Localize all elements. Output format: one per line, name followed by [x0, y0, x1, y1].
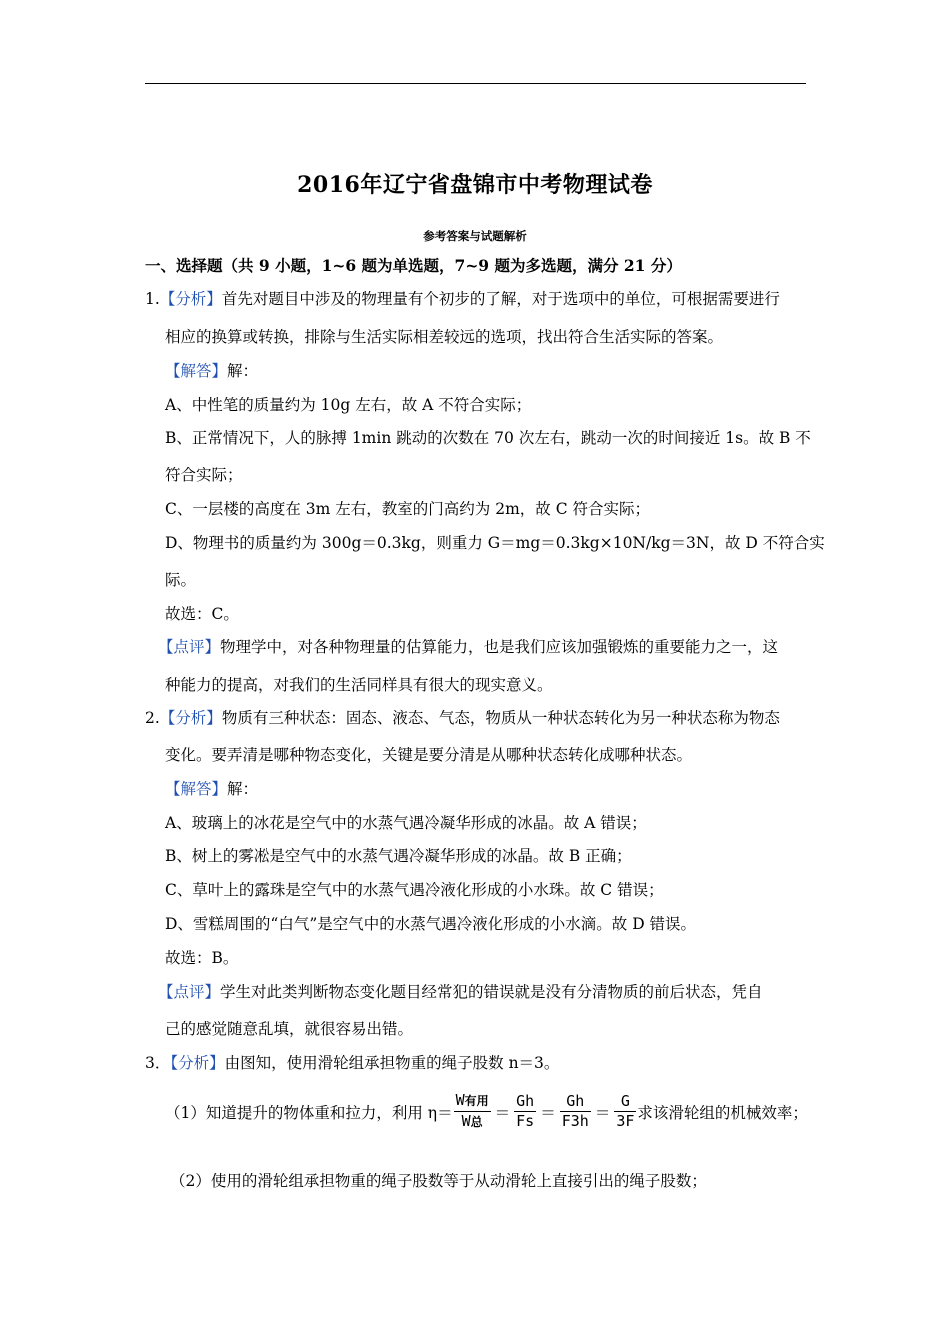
- f1-top-sub: 有用: [464, 1094, 489, 1108]
- q2-option-d: D、雪糕周围的“白气”是空气中的水蒸气遇冷液化形成的小水滴。故 D 错误。: [165, 915, 697, 933]
- efficiency-fraction-2: [514, 1093, 536, 1130]
- q2-option-c: C、草叶上的露珠是空气中的水蒸气遇冷液化形成的小水珠。故 C 错误；: [165, 881, 664, 899]
- q3-item1-suffix: 求该滑轮组的机械效率；: [637, 1103, 808, 1122]
- q1-comment-line1: [158, 637, 778, 657]
- q3-analysis-text1: 由图知，使用滑轮组承担物重的绳子股数 n＝3。: [224, 1054, 560, 1072]
- q1-analysis-line1: [145, 289, 780, 309]
- q2-comment-line1: [158, 982, 763, 1002]
- equals-1: ＝: [494, 1103, 511, 1122]
- q3-item2: （2）使用的滑轮组承担物重的绳子股数等于从动滑轮上直接引出的绳子股数；: [170, 1172, 707, 1190]
- q1-option-d-line2: 际。: [165, 571, 197, 589]
- q3-item1-line: [165, 1092, 808, 1131]
- q1-comment-line2: 种能力的提高，对我们的生活同样具有很大的现实意义。: [165, 676, 553, 694]
- equals-2: ＝: [540, 1103, 556, 1122]
- header-rule: [145, 83, 806, 84]
- q1-comment-text1: 物理学中，对各种物理量的估算能力，也是我们应该加强锻炼的重要能力之一，这: [220, 638, 779, 656]
- q3-analysis-tag: 【分析】: [170, 1054, 225, 1072]
- q2-analysis-line1: [145, 708, 780, 728]
- q2-number: 2.: [145, 709, 160, 727]
- q1-analysis-tag: 【分析】: [159, 290, 222, 308]
- q2-answer-line: [165, 779, 258, 799]
- q1-option-b-line1: B、正常情况下，人的脉搏 1min 跳动的次数在 70 次左右，跳动一次的时间接近 1s。故 B 不: [165, 429, 811, 447]
- q3-item1-prefix: （1）知道提升的物体重和拉力，利用 η＝: [165, 1103, 453, 1122]
- efficiency-fraction-1: [454, 1092, 491, 1131]
- q2-analysis-tag: 【分析】: [159, 709, 222, 727]
- equals-3: ＝: [594, 1103, 611, 1122]
- f2-top: Gh: [516, 1092, 535, 1110]
- page-title: 2016年辽宁省盘锦市中考物理试卷: [297, 172, 653, 198]
- q1-answer-suffix: 解：: [227, 362, 259, 380]
- f1-top: W: [455, 1091, 465, 1109]
- q3-analysis-line1: [145, 1053, 559, 1073]
- q2-comment-line2: 己的感觉随意乱填，就很容易出错。: [165, 1020, 414, 1038]
- f2-bot: Fs: [516, 1112, 535, 1130]
- q2-comment-text1: 学生对此类判断物态变化题目经常犯的错误就是没有分清物质的前后状态，凭自: [220, 983, 763, 1001]
- f1-bot-sub: 总: [470, 1115, 483, 1129]
- q2-choice: 故选：B。: [165, 949, 239, 967]
- q1-option-d-line1: D、物理书的质量约为 300g＝0.3kg，则重力 G＝mg＝0.3kg×10N/kg＝3N，故 D 不符合实: [165, 534, 825, 552]
- q1-answer-line: [165, 361, 258, 381]
- q3-number: 3．: [145, 1054, 171, 1072]
- q1-number: 1.: [145, 290, 160, 308]
- f3-bot: F3h: [561, 1112, 589, 1130]
- f3-top: Gh: [560, 1093, 591, 1112]
- q1-option-c: C、一层楼的高度在 3m 左右，教室的门高约为 2m，故 C 符合实际；: [165, 500, 650, 518]
- efficiency-fraction-3: [560, 1093, 591, 1130]
- q1-option-a: A、中性笔的质量约为 10g 左右，故 A 不符合实际；: [165, 396, 532, 414]
- q2-answer-tag: 【解答】: [165, 780, 228, 798]
- q1-option-b-line2: 符合实际；: [165, 466, 243, 484]
- q1-analysis-text1: 首先对题目中涉及的物理量有个初步的了解，对于选项中的单位，可根据需要进行: [221, 290, 780, 308]
- efficiency-fraction-4: [614, 1093, 636, 1130]
- q2-option-a: A、玻璃上的冰花是空气中的水蒸气遇冷凝华形成的冰晶。故 A 错误；: [165, 814, 647, 832]
- q2-option-b: B、树上的雾凇是空气中的水蒸气遇冷凝华形成的冰晶。故 B 正确；: [165, 847, 632, 865]
- q2-analysis-text1: 物质有三种状态：固态、液态、气态，物质从一种状态转化为另一种状态称为物态: [221, 709, 780, 727]
- f4-top: G: [614, 1093, 636, 1112]
- f1-bot: W: [461, 1112, 471, 1130]
- section-heading: 一、选择题（共 9 小题，1~6 题为单选题，7~9 题为多选题，满分 21 分）: [145, 256, 682, 275]
- f4-bot: 3F: [616, 1112, 635, 1130]
- q2-answer-suffix: 解：: [227, 780, 259, 798]
- q2-comment-tag: 【点评】: [158, 983, 221, 1001]
- q2-analysis-line2: 变化。要弄清是哪种物态变化，关键是要分清是从哪种状态转化成哪种状态。: [165, 746, 693, 764]
- q1-comment-tag: 【点评】: [158, 638, 221, 656]
- q1-choice: 故选：C。: [165, 605, 239, 623]
- q1-analysis-line2: 相应的换算或转换，排除与生活实际相差较远的选项，找出符合生活实际的答案。: [165, 328, 724, 346]
- page-subtitle: 参考答案与试题解析: [423, 229, 527, 243]
- q1-answer-tag: 【解答】: [165, 362, 228, 380]
